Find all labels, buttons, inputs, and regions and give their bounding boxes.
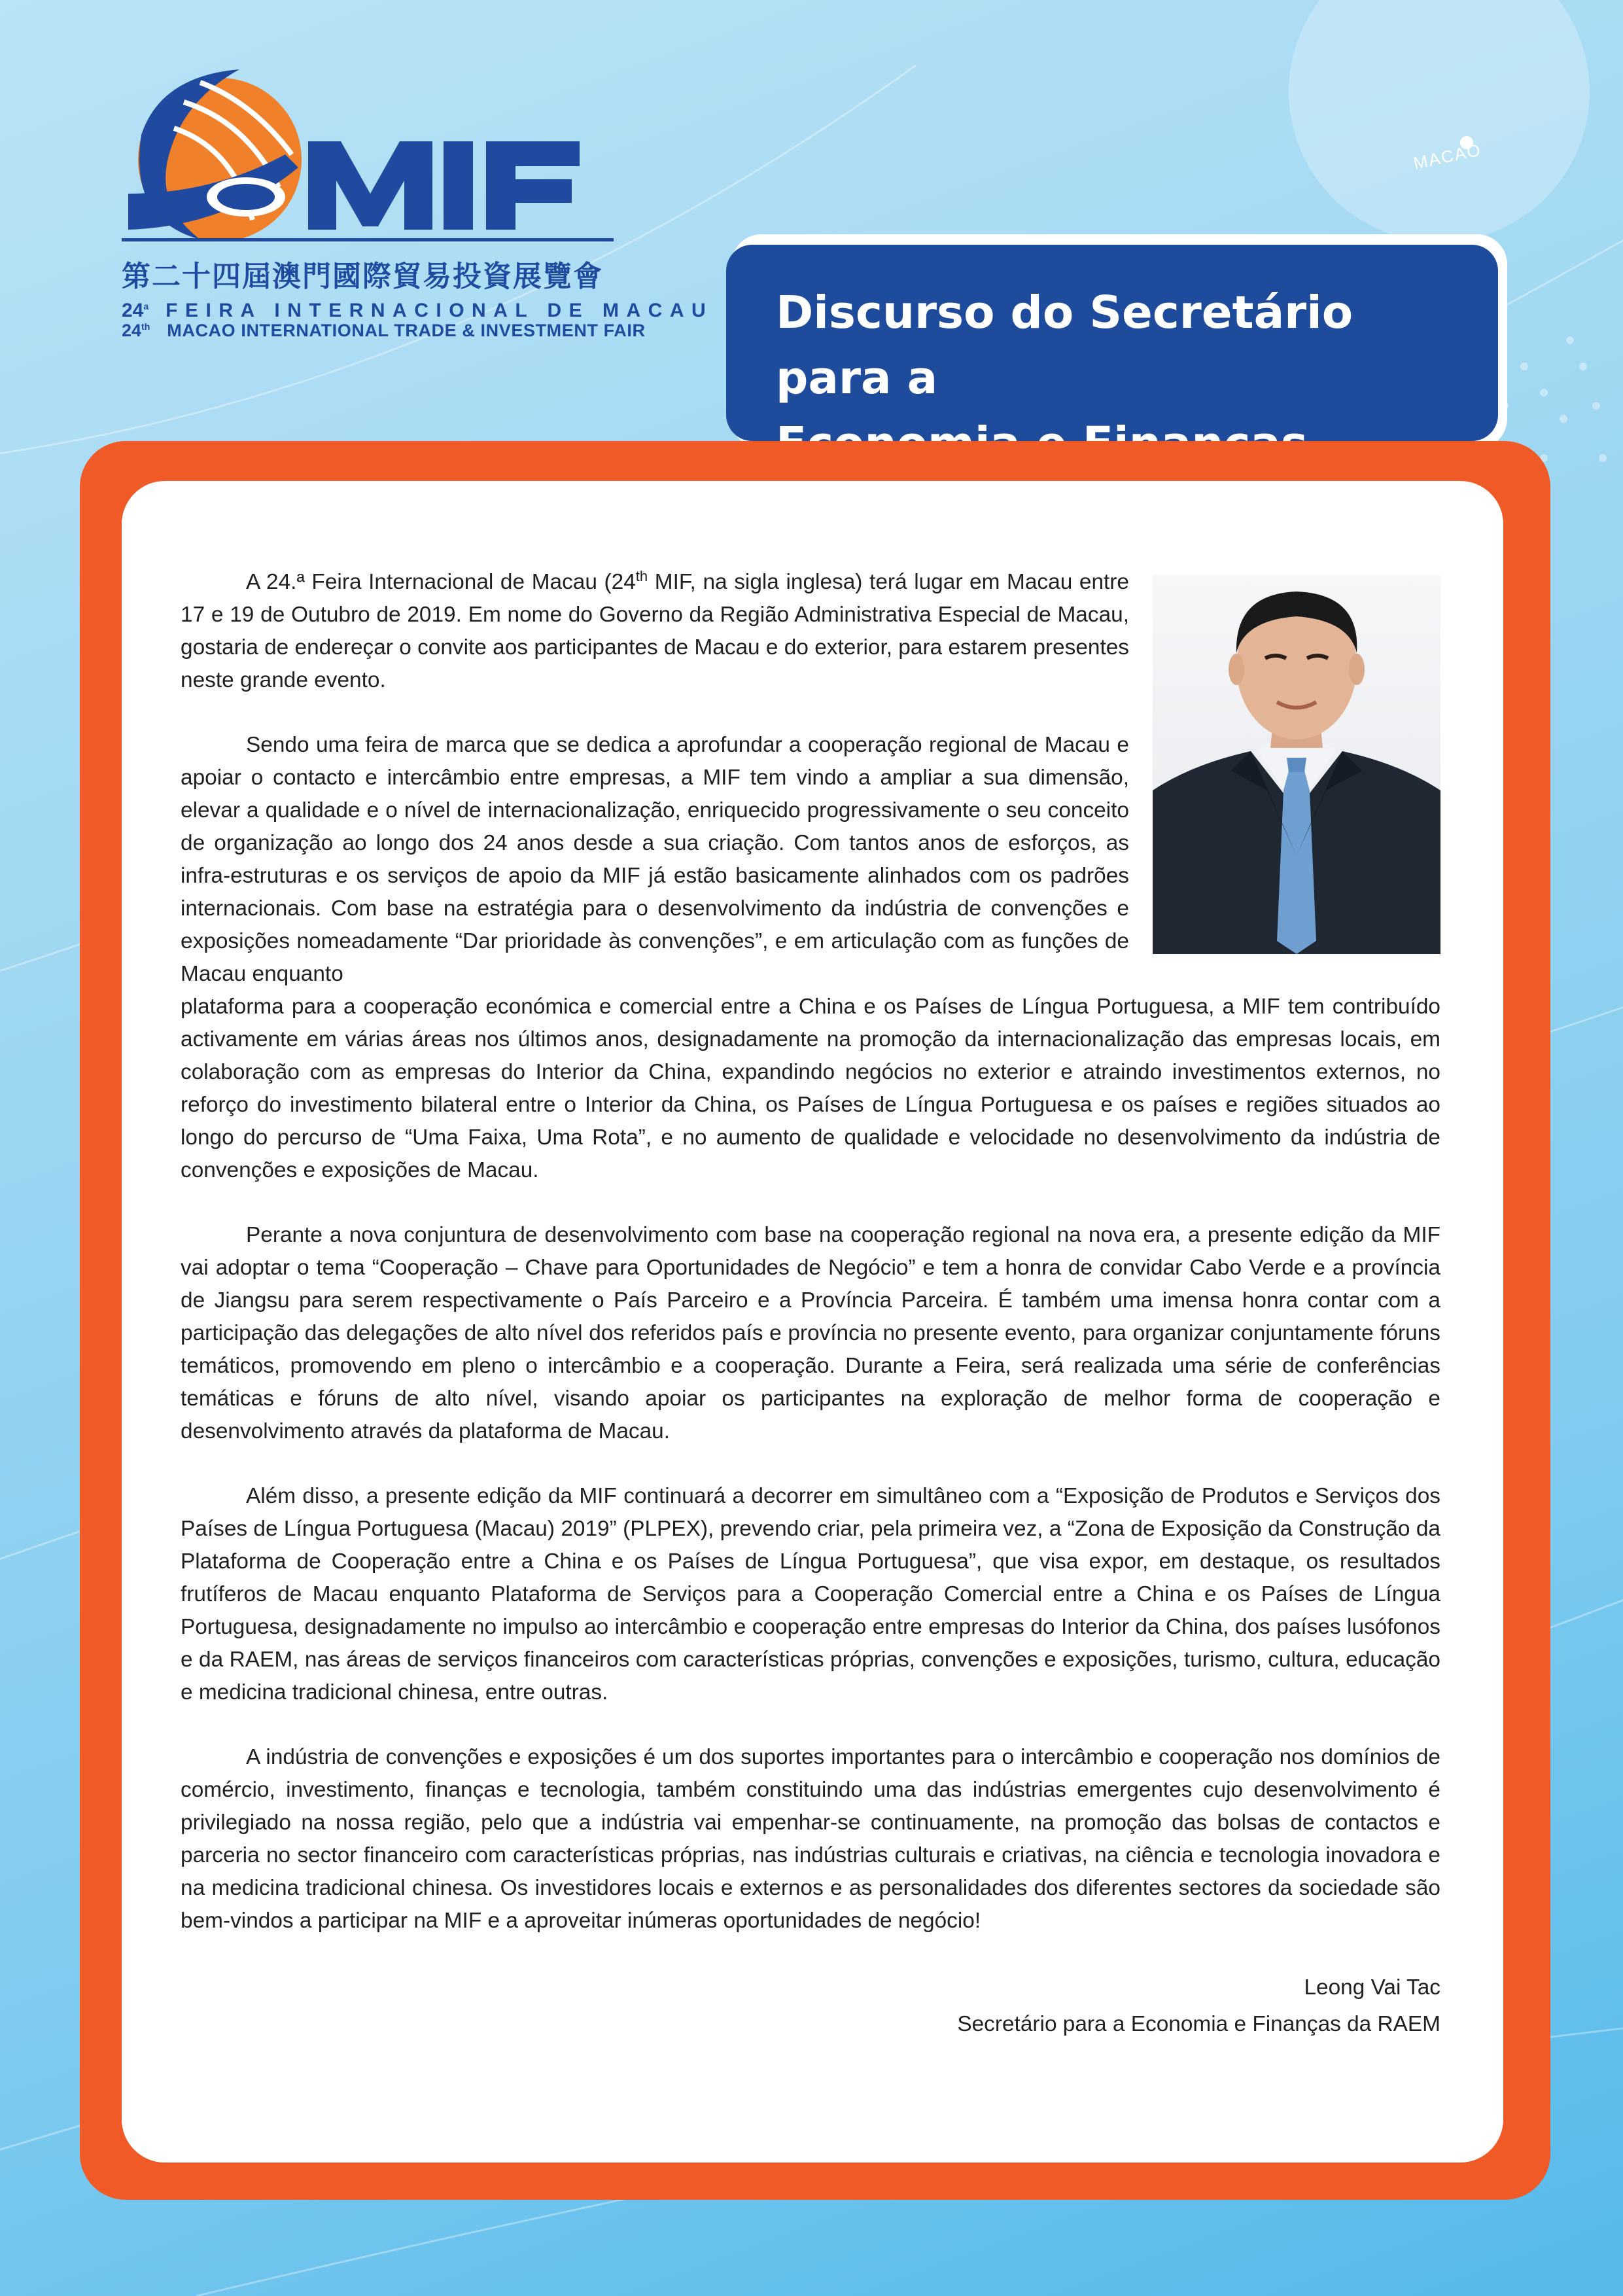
paragraph-2-continued: plataforma para a cooperação económica e comercial entre a China e os Países de Língua Portuguesa, a MIF tem contribuído activamente em várias áreas nos últimos anos, designadamente na promoção da internacionalização das empresas locais, em colaboração com as empresas do Interior da China, expandindo negócios no exterior e atraindo investimentos externos, no reforço do investimento bilateral entre o Interior da China, os Países de Língua Portuguesa e os países e regiões situados ao longo do percurso de “Uma Faixa, Uma Rota”, e no aumento de qualidade e velocidade no desenvolvimento da indústria de convenções e exposições de Macau. (181, 995, 1440, 1183)
speech-body (181, 560, 1440, 2043)
mif-emblem (122, 63, 619, 239)
logo-chinese-name: 第二十四屆澳門國際貿易投資展覽會 (122, 260, 603, 293)
logo-english-name: 24th MACAO INTERNATIONAL TRADE & INVESTMENT FAIR (122, 321, 646, 340)
signature-name: Leong Vai Tac (1304, 1975, 1440, 2000)
signature-block (181, 1969, 1440, 2043)
paragraph-2-wrapped: Sendo uma feira de marca que se dedica a aprofundar a cooperação regional de Macau e apoiar o contacto e intercâmbio entre empresas, a MIF tem vindo a ampliar a sua dimensão, elevar a qualidade e o nível de internacionalização, enriquecido progressivamente o seu conceito de organização ao longo dos 24 anos desde a sua criação. Com tantos anos de esforços, as infra-estruturas e os serviços de apoio da MIF já estão basicamente alinhados com os padrões internacionais. Com base na estratégia para o desenvolvimento da indústria de convenções e exposições nomeadamente “Dar prioridade às convenções”, e em articulação com as funções de Macau enquanto (181, 733, 1129, 987)
macao-tag: MACAO (1411, 139, 1484, 173)
mif-logo (122, 63, 714, 351)
paragraph-1: A 24.ª Feira Internacional de Macau (24th MIF, na sigla inglesa) terá lugar em Macau entre 17 e 19 de Outubro de 2019. Em nome do Governo da Região Administrativa Especial de Macau, gostaria de endereçar o convite aos participantes de Macau e do exterior, para estarem presentes neste grande evento. (181, 568, 1129, 693)
page-title: Discurso do Secretário para a (776, 287, 1353, 404)
logo-portuguese-name: 24$^a$ FEIRA INTERNACIONAL DE MACAU (122, 300, 714, 321)
paragraph-4: Além disso, a presente edição da MIF continuará a decorrer em simultâneo com a “Exposição de Produtos e Serviços dos Países de Língua Portuguesa (Macau) 2019” (PLPEX), prevendo criar, pela primeira vez, a “Zona de Exposição da Construção da Plataforma de Cooperação entre a China e os Países de Língua Portuguesa”, que visa expor, em destaque, os resultados frutíferos de Macau enquanto Plataforma de Serviços para a Cooperação Comercial entre a China e os Países de Língua Portuguesa, designadamente no impulso ao intercâmbio e cooperação entre empresas do Interior da China, dos países lusófonos e da RAEM, nas áreas de serviços financeiros com características próprias, convenções e exposições, turismo, cultura, educação e medicina tradicional chinesa, entre outras. (181, 1484, 1440, 1705)
logo-divider (122, 238, 614, 241)
signature-role: Secretário para a Economia e Finanças da RAEM (957, 2012, 1440, 2037)
paragraph-3: Perante a nova conjuntura de desenvolvimento com base na cooperação regional na nova era, a presente edição da MIF vai adoptar o tema “Cooperação – Chave para Oportunidades de Negócio” e tem a honra de convidar Cabo Verde e a província de Jiangsu para serem respectivamente o País Parceiro e a Província Parceira. É também uma imensa honra contar com a participação das delegações de alto nível dos referidos país e província no presente evento, para organizar conjuntamente fóruns temáticos, promovendo em pleno o intercâmbio e a cooperação. Durante a Feira, será realizada uma série de conferências temáticas e fóruns de alto nível, visando apoiar os participantes na exploração de melhor forma de cooperação e desenvolvimento através da plataforma de Macau. (181, 1223, 1440, 1444)
paragraph-5: A indústria de convenções e exposições é um dos suportes importantes para o intercâmbio e cooperação nos domínios de comércio, investimento, finanças e tecnologia, também constituindo uma das indústrias emergentes cujo desenvolvimento é privilegiado na nossa região, pelo que a indústria vai empenhar-se continuamente, na promoção das bolsas de contactos e parceria no sector financeiro com características próprias, nas indústrias culturais e criativas, na ciência e tecnologia inovadora e na medicina tradicional chinesa. Os investidores locais e externos e as personalidades dos diferentes sectores da sociedade são bem-vindos a participar na MIF e a aproveitar inúmeras oportunidades de negócio! (181, 1745, 1440, 1934)
